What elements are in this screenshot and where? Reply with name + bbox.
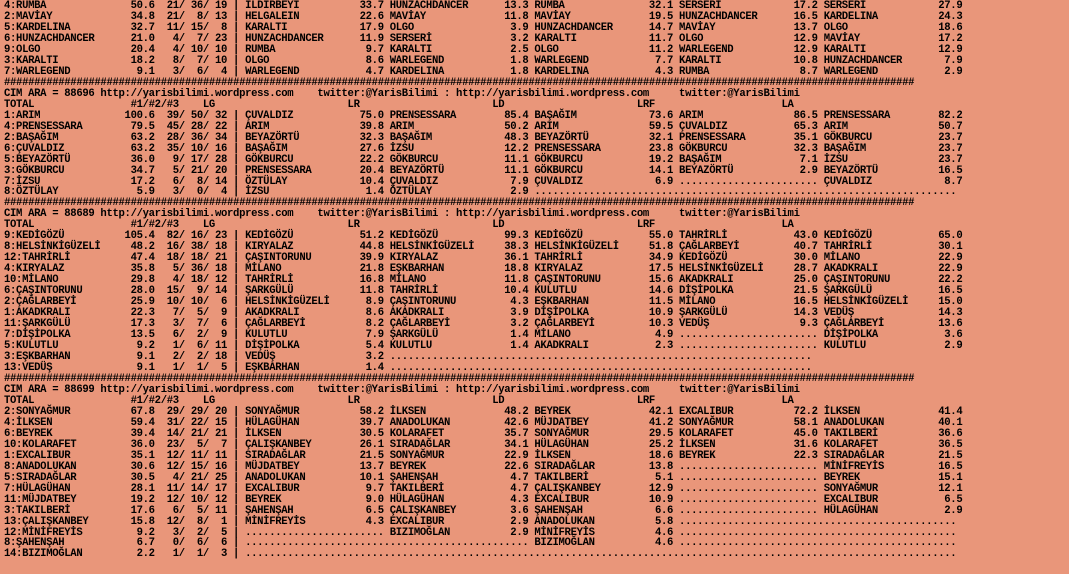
report-line: 4:PRENSESSARA 79.5 45/ 28/ 22 | ARIM 39.8 ARIM 50.2 ARIM 59.5 ÇUVALDIZ 65.3 ARIM 50.7 (4, 120, 963, 133)
report-line: 4:İLKSEN 59.4 31/ 22/ 15 | HÜLAGÜHAN 39.7 ANADOLUKAN 42.6 MÜJDATBEY 41.2 SONYAĞMUR 58.1 ANADOLUKAN 40.1 (4, 416, 963, 429)
report-line: 1:EXCALIBUR 35.1 12/ 11/ 11 | SIRADAĞLAR 21.5 SONYAĞMUR 22.9 İLKSEN 18.6 BEYREK 22.3 SIRADAĞLAR 21.5 (4, 449, 963, 462)
report-line: 10:MİLANO 29.8 4/ 18/ 12 | TAHRİRLİ 16.8 MİLANO 11.8 ÇAŞINTORUNU 15.6 AKADKRALI 25.0 ÇAŞINTORUNU 22.2 (4, 274, 963, 287)
report-line: 1:AKADKRALI 22.3 7/ 5/ 9 | AKADKRALI 8.6 AKADKRALI 3.9 DİŞİPOLKA 10.9 ŞARKGÜLÜ 14.3 VEDÜŞ 14.3 (4, 307, 963, 320)
report-line: 8:ŞAHENŞAH 6.7 0/ 6/ 6 | ............................................... BIZIMOĞLAN 4.6 .............................................. (4, 537, 957, 550)
report-line: 13:VEDÜŞ 9.1 1/ 1/ 5 | EŞKBARHAN 1.4 ...................................................................... (4, 361, 812, 374)
report-line: 1:ARIM 100.6 39/ 50/ 32 | ÇUVALDIZ 75.0 PRENSESSARA 85.4 BAŞAĞIM 73.6 ARIM 86.5 PRENSESSARA 82.2 (4, 109, 963, 122)
report-line: 6:ÇAŞINTORUNU 28.0 15/ 9/ 14 | ŞARKGÜLÜ 11.8 TAHRİRLİ 10.4 KULUTLU 14.6 DİŞİPOLKA 21.5 ŞARKGÜLÜ 16.5 (4, 285, 963, 298)
report-line: 12:TAHRİRLİ 47.4 18/ 18/ 21 | ÇAŞINTORUNU 39.9 KIRYALAZ 36.1 TAHRİRLİ 34.9 KEDİGÖZÜ 30.0 MİLANO 22.9 (4, 252, 963, 265)
report-line: 6:BEYREK 39.4 14/ 21/ 21 | İLKSEN 30.5 KOLARAFET 35.7 SONYAĞMUR 29.5 KOLARAFET 45.0 TAKILBERİ 36.6 (4, 427, 963, 440)
report-line: 13:ÇALIŞKANBEY 15.8 12/ 8/ 1 | MİNİFREYİS 4.3 EXCALIBUR 2.9 ANADOLUKAN 5.8 .............................................. (4, 515, 957, 528)
report-line: 3:EŞKBARHAN 9.1 2/ 2/ 18 | VEDÜŞ 3.2 ...................................................................... (4, 351, 812, 363)
report-line: 2:SONYAĞMUR 67.8 29/ 29/ 20 | SONYAĞMUR 58.2 İLKSEN 48.2 BEYREK 42.1 EXCALIBUR 72.2 İLKSEN 41.4 (4, 405, 963, 418)
report-line: 10:KOLARAFET 36.0 23/ 5/ 7 | ÇALIŞKANBEY 26.1 SIRADAĞLAR 34.1 HÜLAGÜHAN 25.2 İLKSEN 31.6 KOLARAFET 36.5 (4, 438, 963, 451)
report-line: 11:ŞARKGÜLÜ 17.3 3/ 7/ 6 | ÇAĞLARBEYİ 8.2 ÇAĞLARBEYİ 3.2 ÇAĞLARBEYİ 10.3 VEDÜŞ 9.3 ÇAĞLARBEYİ 13.6 (4, 318, 963, 331)
report-line: 5:BEYAZÖRTÜ 36.0 9/ 17/ 28 | GÖKBURCU 22.2 GÖKBURCU 11.1 GÖKBURCU 19.2 BAŞAĞIM 7.1 İZSU 23.7 (4, 153, 963, 166)
report-line: 6:ÇUVALDIZ 63.2 35/ 10/ 16 | BAŞAĞIM 27.6 İZSU 12.2 PRENSESSARA 23.8 GÖKBURCU 32.3 BAŞAĞIM 23.7 (4, 142, 963, 155)
report-line: 3:TAKILBERİ 17.6 6/ 5/ 11 | ŞAHENŞAH 6.5 ÇALIŞKANBEY 3.6 ŞAHENŞAH 6.6 ....................... HÜLAGÜHAN 2.9 (4, 504, 963, 517)
report-line: 12:MİNİFREYİS 9.2 3/ 2/ 5 | ....................... BIZIMOĞLAN 2.9 MİNİFREYİS 4.6 .............................................. (4, 526, 957, 539)
racing-stats-text-report (4, 1, 962, 560)
report-line: 14:BIZIMOĞLAN 2.2 1/ 1/ 3 | ...................................................................................................................... (4, 548, 957, 561)
race-header-line: CIM ARA = 88696 http://yarisbilimi.wordpress.com twitter:@YarisBilimi : http://yarisbilimi.wordpress.com twitter:@YarisBilimi (4, 87, 800, 100)
separator-line: ####################################################################################################################################################### (4, 197, 915, 210)
report-line: 9:KEDİGÖZÜ 105.4 82/ 16/ 23 | KEDİGÖZÜ 51.2 KEDİGÖZÜ 99.3 KEDİGÖZÜ 55.0 TAHRİRLİ 43.0 KEDİGÖZÜ 65.0 (4, 230, 963, 243)
report-line: 5:KARDELINA 32.7 11/ 15/ 8 | KARALTI 17.9 OLGO 3.9 HUNZACHDANCER 14.7 MAVİAY 13.7 OLGO 18.6 (4, 21, 963, 34)
separator-line: ####################################################################################################################################################### (4, 76, 915, 89)
column-header-line: TOTAL #1/#2/#3 LG LR LD LRF LA (4, 98, 794, 111)
report-line: 8:ÖZTÜLAY 5.9 3/ 0/ 4 | İZSU 1.4 ÖZTÜLAY 2.9 ...................................................................... (4, 186, 957, 199)
report-line: 8:HELSİNKİGÜZELİ 48.2 16/ 38/ 18 | KIRYALAZ 44.8 HELSİNKİGÜZELİ 38.3 HELSİNKİGÜZELİ 51.8 ÇAĞLARBEYİ 40.7 TAHRİRLİ 30.1 (4, 241, 963, 254)
race-header-line: CIM ARA = 88689 http://yarisbilimi.wordpress.com twitter:@YarisBilimi : http://yarisbilimi.wordpress.com twitter:@YarisBilimi (4, 208, 800, 221)
report-line: 2:ÇAĞLARBEYİ 25.9 10/ 10/ 6 | HELSİNKİGÜZELİ 8.9 ÇAŞINTORUNU 4.3 EŞKBARHAN 11.5 MİLANO 16.5 HELSİNKİGÜZELİ 15.0 (4, 296, 963, 309)
report-line: 3:GÖKBURCU 34.7 5/ 21/ 20 | PRENSESSARA 20.4 BEYAZÖRTÜ 11.1 GÖKBURCU 14.1 BEYAZÖRTÜ 2.9 BEYAZÖRTÜ 16.5 (4, 164, 963, 177)
report-line: 4:KIRYALAZ 35.8 5/ 36/ 18 | MİLANO 21.8 EŞKBARHAN 18.8 KIRYALAZ 17.5 HELSİNKİGÜZELİ 28.7 AKADKRALI 22.9 (4, 263, 963, 276)
report-line: 5:SIRADAĞLAR 30.5 4/ 21/ 25 | ANADOLUKAN 10.1 ŞAHENŞAH 4.7 TAKILBERİ 5.1 ....................... BEYREK 15.1 (4, 471, 963, 484)
report-line: 8:ANADOLUKAN 30.6 12/ 15/ 16 | MÜJDATBEY 13.7 BEYREK 22.6 SIRADAĞLAR 13.8 ....................... MİNİFREYİS 16.5 (4, 460, 963, 473)
column-header-line: TOTAL #1/#2/#3 LG LR LD LRF LA (4, 394, 794, 407)
report-line: 7:DİŞİPOLKA 13.5 6/ 2/ 9 | KULUTLU 7.9 ŞARKGÜLÜ 1.4 MİLANO 4.9 ....................... DİŞİPOLKA 3.6 (4, 329, 963, 342)
report-line: 7:WARLEGEND 9.1 3/ 6/ 4 | WARLEGEND 4.7 KARDELINA 1.8 KARDELINA 4.3 RUMBA 8.7 WARLEGEND 2.9 (4, 65, 963, 78)
report-line: 2:BAŞAĞIM 63.2 28/ 36/ 34 | BEYAZÖRTÜ 32.3 BAŞAĞIM 48.3 BEYAZÖRTÜ 32.1 PRENSESSARA 35.1 GÖKBURCU 23.7 (4, 131, 963, 144)
report-line: 6:HUNZACHDANCER 21.0 4/ 7/ 23 | HUNZACHDANCER 11.9 SERSERİ 3.2 KARALTI 11.7 OLGO 12.9 MAVİAY 17.2 (4, 32, 963, 45)
report-line: 2:MAVİAY 34.8 21/ 8/ 13 | HELGALEIN 22.6 MAVİAY 11.8 MAVİAY 19.5 HUNZACHDANCER 16.5 KARDELINA 24.3 (4, 10, 963, 23)
report-line: 4:RUMBA 50.6 21/ 36/ 19 | ILDIRBEYI 33.7 HUNZACHDANCER 13.3 RUMBA 32.1 SERSERİ 17.2 SERSERİ 27.9 (4, 0, 963, 12)
race-header-line: CIM ARA = 88699 http://yarisbilimi.wordpress.com twitter:@YarisBilimi : http://yarisbilimi.wordpress.com twitter:@YarisBilimi (4, 383, 800, 396)
report-line: 3:KARALTI 18.2 8/ 7/ 10 | OLGO 8.6 WARLEGEND 1.8 WARLEGEND 7.7 KARALTI 10.8 HUNZACHDANCER 7.9 (4, 54, 963, 67)
report-line: 7:İZSU 17.2 6/ 8/ 14 | ÖZTÜLAY 10.4 ÇUVALDIZ 7.9 ÇUVALDIZ 6.9 ....................... ÇUVALDIZ 8.7 (4, 175, 963, 188)
separator-line: ####################################################################################################################################################### (4, 372, 915, 385)
report-line: 7:HÜLAGÜHAN 28.1 11/ 14/ 17 | EXCALIBUR 9.7 TAKILBERİ 4.7 ÇALIŞKANBEY 12.9 ....................... SONYAĞMUR 12.1 (4, 482, 963, 495)
report-line: 5:KULUTLU 9.2 1/ 6/ 11 | DİŞİPOLKA 5.4 KULUTLU 1.4 AKADKRALI 2.3 ....................... KULUTLU 2.9 (4, 340, 963, 353)
report-line: 11:MÜJDATBEY 19.2 12/ 10/ 12 | BEYREK 9.0 HÜLAGÜHAN 4.3 EXCALIBUR 10.9 ....................... EXCALIBUR 6.5 (4, 493, 963, 506)
report-line: 9:OLGO 20.4 4/ 10/ 10 | RUMBA 9.7 KARALTI 2.5 OLGO 11.2 WARLEGEND 12.9 KARALTI 12.9 (4, 43, 963, 56)
column-header-line: TOTAL #1/#2/#3 LG LR LD LRF LA (4, 219, 794, 232)
